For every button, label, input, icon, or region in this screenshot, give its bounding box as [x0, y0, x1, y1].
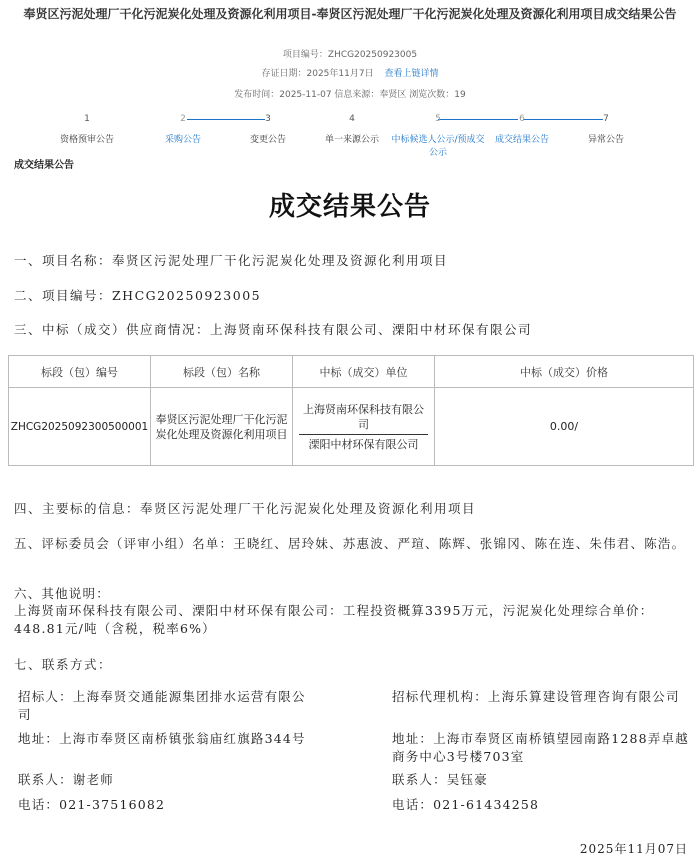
step-number: 5: [435, 114, 441, 124]
main-subject-line: 四、主要标的信息：奉贤区污泥处理厂干化污泥炭化处理及资源化利用项目: [14, 501, 477, 516]
committee-line: 五、评标委员会（评审小组）名单：王晓红、居玲妹、苏惠波、严瑄、陈辉、张锦冈、陈在连、朱伟君、陈浩。: [14, 536, 686, 551]
page-title: 奉贤区污泥处理厂干化污泥炭化处理及资源化利用项目-奉贤区污泥处理厂干化污泥炭化处理及资源化利用项目成交结果公告: [23, 7, 677, 21]
buyer-phone: 电话：021-37516082: [18, 797, 166, 812]
supplier-2: 溧阳中材环保有限公司: [308, 437, 419, 451]
buyer-name: 招标人：上海奉贤交通能源集团排水运营有限公司: [18, 689, 306, 722]
other-title: 六、其他说明：: [14, 586, 110, 601]
contact-title: 七、联系方式：: [14, 657, 113, 672]
step-3[interactable]: [228, 114, 308, 145]
project-number: 项目编号：ZHCG20250923005: [282, 50, 418, 60]
buyer-contact-person: 联系人：谢老师: [18, 772, 114, 787]
award-table: [8, 355, 694, 466]
step-label: 成交结果公告: [494, 135, 549, 145]
supplier-line: 三、中标（成交）供应商情况：上海贤南环保科技有限公司、溧阳中材环保有限公司: [14, 322, 533, 337]
table-header-row: [9, 356, 694, 388]
project-name-line: 一、项目名称：奉贤区污泥处理厂干化污泥炭化处理及资源化利用项目: [14, 253, 449, 268]
step-number: 7: [603, 114, 609, 124]
step-2[interactable]: [143, 114, 223, 145]
step-number: 4: [349, 114, 355, 124]
step-label: 变更公告: [249, 135, 286, 145]
announcement-date: 2025年11月07日: [579, 842, 688, 856]
agent-phone: 电话：021-61434258: [392, 797, 540, 812]
section-label: 成交结果公告: [14, 160, 74, 171]
cell-supplier: [293, 388, 435, 466]
chain-detail-link[interactable]: 查看上链详情: [384, 69, 439, 79]
step-label: 资格预审公告: [59, 135, 114, 145]
step-number: 6: [519, 114, 525, 124]
step-5[interactable]: [388, 114, 488, 158]
cell-code: ZHCG2025092300500001: [9, 388, 151, 466]
step-number: 2: [180, 114, 186, 124]
step-label: 单一来源公示: [324, 135, 379, 145]
table-row: [9, 388, 694, 466]
step-6[interactable]: [482, 114, 562, 145]
cell-name: 奉贤区污泥处理厂干化污泥炭化处理及资源化利用项目: [151, 388, 293, 466]
col-header-supplier: 中标（成交）单位: [293, 356, 435, 388]
col-header-code: 标段（包）编号: [9, 356, 151, 388]
step-number: 3: [265, 114, 271, 124]
project-number-line: 二、项目编号：ZHCG20250923005: [14, 288, 262, 303]
step-number: 1: [84, 114, 90, 124]
deposit-date: 存证日期：2025年11月7日: [261, 69, 374, 79]
step-1[interactable]: [47, 114, 127, 145]
agent-contact-person: 联系人：吴钰豪: [392, 772, 488, 787]
step-label: 异常公告: [587, 135, 624, 145]
publish-info: 发布时间：2025-11-07 信息来源：奉贤区 浏览次数：19: [234, 90, 466, 100]
supplier-1: 上海贤南环保科技有限公司: [299, 400, 428, 435]
step-label: 采购公告: [164, 135, 201, 145]
document-title: 成交结果公告: [268, 192, 431, 222]
agent-address: 地址：上海市奉贤区南桥镇望园南路1288弄卓越商务中心3号楼703室: [392, 731, 689, 764]
cell-price: 0.00/: [435, 388, 694, 466]
deposit-info: [0, 66, 700, 79]
col-header-price: 中标（成交）价格: [435, 356, 694, 388]
step-7[interactable]: [566, 114, 646, 145]
col-header-name: 标段（包）名称: [151, 356, 293, 388]
agent-name: 招标代理机构：上海乐算建设管理咨询有限公司: [392, 689, 680, 704]
other-body: 上海贤南环保科技有限公司、溧阳中材环保有限公司：工程投资概算3395万元，污泥炭化处理综合单价：448.81元/吨（含税，税率6%）: [14, 603, 654, 636]
step-label: 中标候选人公示/预成交公示: [391, 135, 485, 158]
step-4[interactable]: [312, 114, 392, 145]
buyer-address: 地址：上海市奉贤区南桥镇张翁庙红旗路344号: [18, 731, 306, 746]
